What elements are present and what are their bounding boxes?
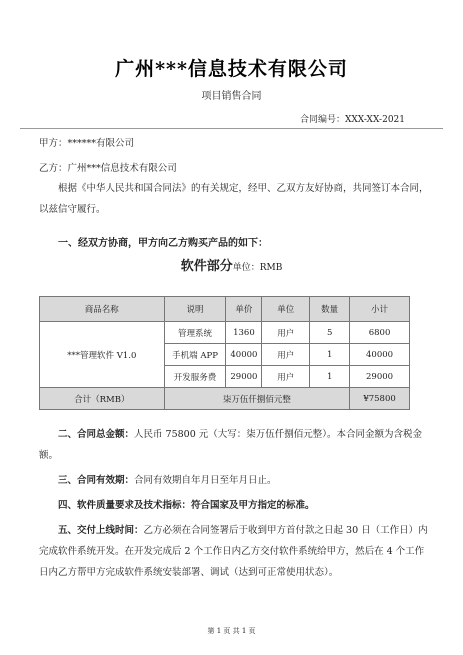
clause-4: 四、软件质量要求及技术指标：符合国家及甲方指定的标准。 (58, 500, 315, 511)
total-amount: ¥75800 (350, 388, 410, 410)
row-quantity: 5 (310, 322, 350, 344)
product-table (39, 296, 410, 410)
row-quantity: 1 (310, 344, 350, 366)
row-subtotal: 40000 (350, 344, 410, 366)
header-description: 说明 (164, 297, 226, 322)
total-in-words: 柒万伍仟捌佰元整 (164, 388, 349, 410)
row-quantity: 1 (310, 366, 350, 388)
table-total-row (40, 388, 410, 410)
clause-1: 一、经双方协商，甲方向乙方购买产品的如下： (58, 238, 268, 249)
clause-5-text: 乙方必须在合同签署后于收到甲方首付款之日起 30 日（工作日）内完成软件系统开发。在开发完成后 2 个工作日内乙方交付软件系统给甲方，然后在 4 个工作日内乙方帮甲方完成软件系统安装部署、调试（达到可正常使用状态）。 (39, 525, 428, 578)
total-label: 合计（RMB） (40, 388, 165, 410)
header-product-name: 商品名称 (40, 297, 165, 322)
clause-5 (39, 520, 429, 583)
row-unit: 用户 (262, 322, 310, 344)
row-subtotal: 6800 (350, 322, 410, 344)
contract-number: 合同编号：XXX-XX-2021 (299, 115, 405, 125)
table-row (40, 322, 410, 344)
product-name-cell: ***管理软件 V1.0 (40, 322, 165, 388)
page-footer: 第 1 页 共 1 页 (207, 627, 256, 635)
header-unit: 单位 (262, 297, 310, 322)
row-price: 40000 (226, 344, 262, 366)
table-header-row (40, 297, 410, 322)
header-quantity: 数量 (310, 297, 350, 322)
section-title: 软件部分 (180, 259, 233, 274)
clause-3-label: 三、合同有效期： (58, 475, 135, 486)
row-description: 手机端 APP (164, 344, 226, 366)
section-unit: 单位：RMB (232, 263, 283, 273)
company-title: 广州***信息技术有限公司 (115, 58, 348, 80)
header-unit-price: 单价 (226, 297, 262, 322)
row-price: 29000 (226, 366, 262, 388)
clause-3 (39, 470, 429, 491)
row-description: 开发服务费 (164, 366, 226, 388)
clause-2 (39, 424, 429, 466)
header-divider (20, 128, 443, 129)
party-a: 甲方：******有限公司 (39, 138, 135, 149)
clause-3-text: 合同有效期自年月日至年月日止。 (134, 475, 277, 486)
header-subtotal: 小计 (350, 297, 410, 322)
document-subtitle: 项目销售合同 (201, 91, 262, 102)
section-heading (0, 255, 463, 274)
party-b: 乙方：广州***信息技术有限公司 (39, 163, 177, 174)
row-unit: 用户 (262, 344, 310, 366)
clause-2-text: 人民币 75800 元（大写：柒万伍仟捌佰元整）。本合同金额为含税金额。 (39, 429, 423, 461)
intro-paragraph: 根据《中华人民共和国合同法》的有关规定，经甲、乙双方友好协商，共同签订本合同，以兹信守履行。 (39, 183, 429, 215)
row-subtotal: 29000 (350, 366, 410, 388)
row-price: 1360 (226, 322, 262, 344)
clause-2-label: 二、合同总金额： (58, 429, 135, 440)
row-unit: 用户 (262, 366, 310, 388)
clause-5-label: 五、交付上线时间： (58, 525, 144, 536)
row-description: 管理系统 (164, 322, 226, 344)
